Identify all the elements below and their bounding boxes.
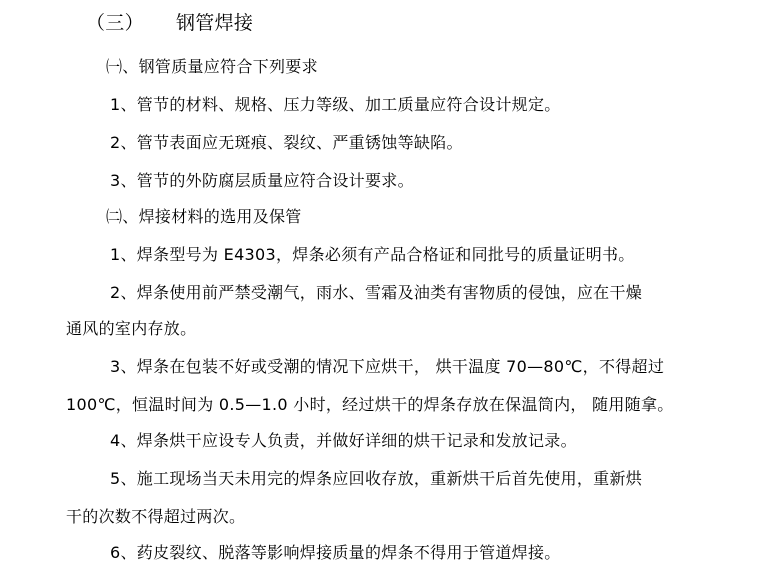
paragraph-line: 4、焊条烘干应设专人负责，并做好详细的烘干记录和发放记录。 [110,431,577,450]
paragraph-line: 2、焊条使用前严禁受潮气，雨水、雪霜及油类有害物质的侵蚀，应在干燥 [110,283,643,302]
paragraph-line: 6、药皮裂纹、脱落等影响焊接质量的焊条不得用于管道焊接。 [110,543,561,562]
paragraph-line: 100℃，恒温时间为 0.5—1.0 小时，经过烘干的焊条存放在保温筒内， 随用随拿。 [66,395,674,414]
section-number: （三） [86,12,144,34]
paragraph-line: 3、焊条在包装不好或受潮的情况下应烘干， 烘干温度 70—80℃，不得超过 [110,357,665,376]
paragraph-line: 3、管节的外防腐层质量应符合设计要求。 [110,171,414,190]
subsection-heading-2: ㈡、焊接材料的选用及保管 [106,207,302,226]
paragraph-line: 干的次数不得超过两次。 [66,507,246,526]
paragraph-line: 5、施工现场当天未用完的焊条应回收存放，重新烘干后首先使用，重新烘 [110,469,643,488]
paragraph-line: 1、管节的材料、规格、压力等级、加工质量应符合设计规定。 [110,95,561,114]
paragraph-line: 通风的室内存放。 [66,319,197,338]
section-title: 钢管焊接 [176,12,254,34]
paragraph-line: 1、焊条型号为 E4303，焊条必须有产品合格证和同批号的质量证明书。 [110,245,635,264]
subsection-heading-1: ㈠、钢管质量应符合下列要求 [106,57,318,76]
section-heading [86,11,253,35]
paragraph-line: 2、管节表面应无斑痕、裂纹、严重锈蚀等缺陷。 [110,133,463,152]
